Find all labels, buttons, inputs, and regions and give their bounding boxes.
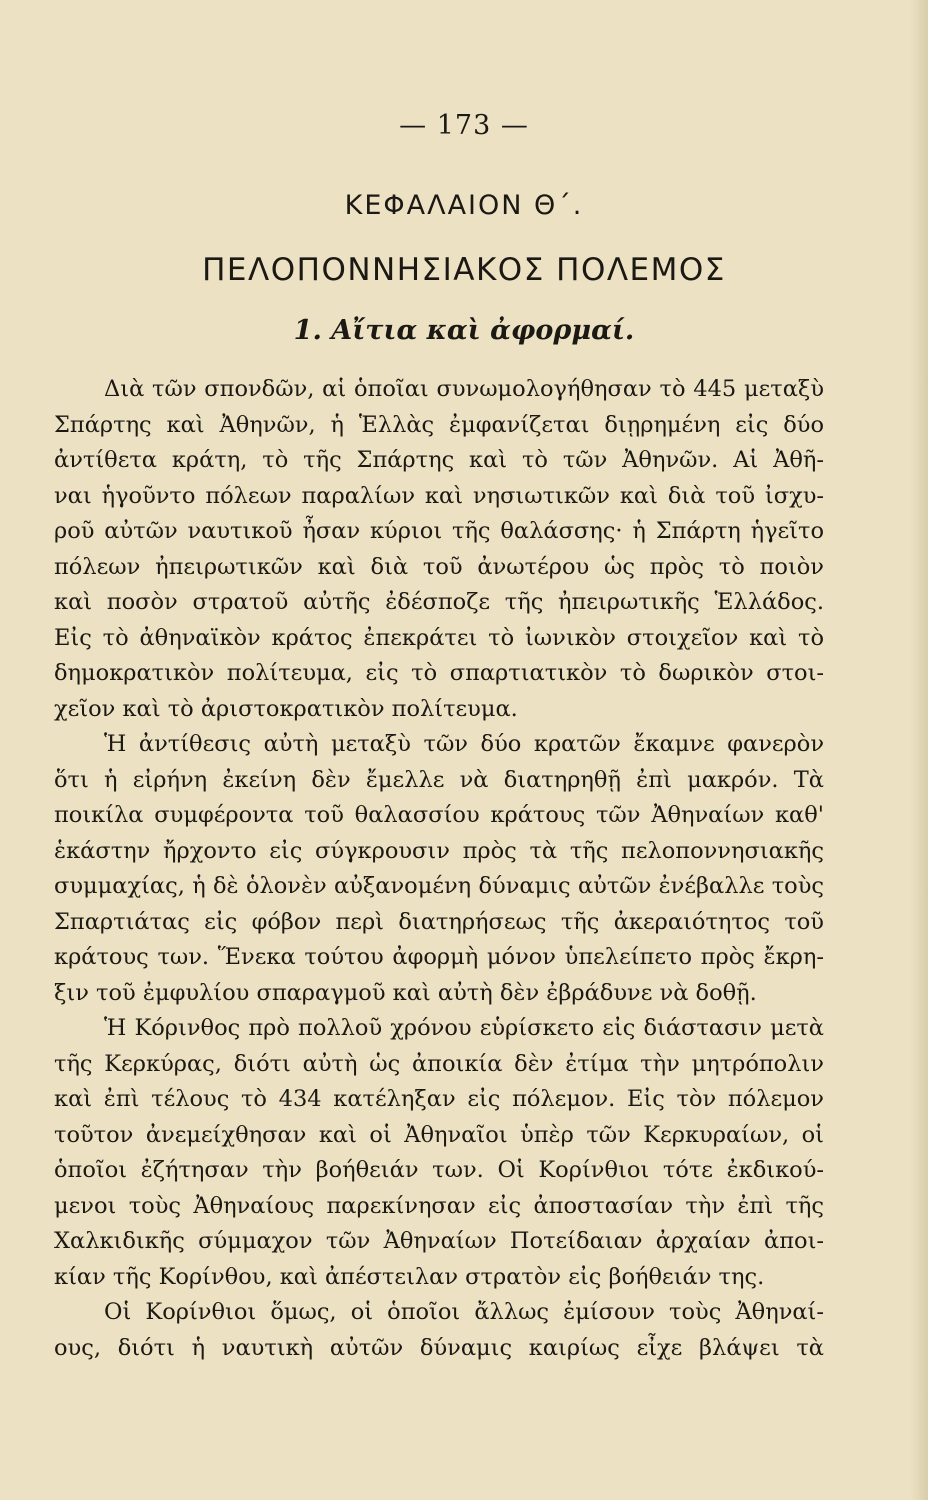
text-line: Εἰς τὸ ἀθηναϊκὸν κράτος ἐπεκράτει τὸ ἰωνικὸν στοιχεῖον καὶ τὸ	[54, 624, 824, 651]
text-line: κίαν τῆς Κορίνθου, καὶ ἀπέστειλαν στρατὸν εἰς βοήθειάν της.	[54, 1263, 765, 1290]
page-number: — 173 —	[399, 110, 529, 141]
text-line: ὅτι ἡ εἰρήνη ἐκείνη δὲν ἔμελλε νὰ διατηρηθῇ ἐπὶ μακρόν. Τὰ	[54, 766, 824, 793]
text-line: ἀντίθετα κράτη, τὸ τῆς Σπάρτης καὶ τὸ τῶν Ἀθηνῶν. Αἱ Ἀθῆ-	[54, 447, 824, 473]
text-line: ξιν τοῦ ἐμφυλίου σπαραγμοῦ καὶ αὐτὴ δὲν ἐβράδυνε νὰ δοθῇ.	[54, 979, 757, 1006]
text-line: ους, διότι ἡ ναυτικὴ αὐτῶν δύναμις καιρίως εἶχε βλάψει τὰ	[54, 1334, 824, 1361]
chapter-title: ΠΕΛΟΠΟΝΝΗΣΙΑΚΟΣ ΠΟΛΕΜΟΣ	[202, 252, 726, 288]
text-line: Ἡ Κόρινθος πρὸ πολλοῦ χρόνου εὑρίσκετο εἰς διάστασιν μετὰ	[104, 1015, 824, 1041]
text-line: Ἡ ἀντίθεσις αὐτὴ μεταξὺ τῶν δύο κρατῶν ἔκαμνε φανερὸν	[104, 731, 824, 757]
text-line: κράτους των. Ἕνεκα τούτου ἀφορμὴ μόνον ὑπελείπετο πρὸς ἔκρη-	[54, 944, 824, 970]
text-line: Διὰ τῶν σπονδῶν, αἱ ὁποῖαι συνωμολογήθησαν τὸ 445 μεταξὺ	[104, 376, 824, 402]
text-line: τῆς Κερκύρας, διότι αὐτὴ ὡς ἀποικία δὲν ἐτίμα τὴν μητρόπολιν	[54, 1050, 824, 1077]
text-line: ποικίλα συμφέροντα τοῦ θαλασσίου κράτους τῶν Ἀθηναίων καθ'	[54, 802, 824, 828]
body-text	[54, 372, 824, 1366]
text-line: δημοκρατικὸν πολίτευμα, εἰς τὸ σπαρτιατικὸν τὸ δωρικὸν στοι-	[54, 660, 824, 686]
page-edge-shadow	[910, 0, 928, 1500]
text-line: Οἱ Κορίνθιοι ὅμως, οἱ ὁποῖοι ἄλλως ἐμίσουν τοὺς Ἀθηναί-	[104, 1299, 824, 1325]
text-line: πόλεων ἠπειρωτικῶν καὶ διὰ τοῦ ἀνωτέρου ὡς πρὸς τὸ ποιὸν	[54, 553, 824, 580]
text-line: ροῦ αὐτῶν ναυτικοῦ ἦσαν κύριοι τῆς θαλάσσης· ἡ Σπάρτη ἡγεῖτο	[54, 518, 824, 544]
text-line: ὁποῖοι ἐζήτησαν τὴν βοήθειάν των. Οἱ Κορίνθιοι τότε ἐκδικού-	[54, 1157, 824, 1183]
text-line: χεῖον καὶ τὸ ἀριστοκρατικὸν πολίτευμα.	[54, 695, 518, 722]
text-line: ἑκάστην ἤρχοντο εἰς σύγκρουσιν πρὸς τὰ τῆς πελοποννησιακῆς	[54, 837, 824, 864]
section-heading: 1. Αἴτια καὶ ἀφορμαί.	[293, 315, 635, 346]
text-line: ναι ἡγοῦντο πόλεων παραλίων καὶ νησιωτικῶν καὶ διὰ τοῦ ἰσχυ-	[54, 482, 824, 509]
text-line: Χαλκιδικῆς σύμμαχον τῶν Ἀθηναίων Ποτείδαιαν ἀρχαίαν ἀποι-	[54, 1228, 824, 1254]
chapter-heading: ΚΕΦΑΛΑΙΟΝ Θ΄.	[344, 190, 584, 221]
text-line: Σπαρτιάτας εἰς φόβον περὶ διατηρήσεως τῆς ἀκεραιότητος τοῦ	[54, 908, 824, 935]
text-line: καὶ ποσὸν στρατοῦ αὐτῆς ἐδέσποζε τῆς ἠπειρωτικῆς Ἑλλάδος.	[54, 589, 824, 615]
text-line: καὶ ἐπὶ τέλους τὸ 434 κατέληξαν εἰς πόλεμον. Εἰς τὸν πόλεμον	[54, 1086, 824, 1112]
text-line: Σπάρτης καὶ Ἀθηνῶν, ἡ Ἑλλὰς ἐμφανίζεται διῃρημένη εἰς δύο	[54, 411, 824, 438]
text-line: συμμαχίας, ἡ δὲ ὁλονὲν αὐξανομένη δύναμις αὐτῶν ἐνέβαλλε τοὺς	[54, 873, 824, 899]
text-line: μενοι τοὺς Ἀθηναίους παρεκίνησαν εἰς ἀποστασίαν τὴν ἐπὶ τῆς	[54, 1192, 824, 1219]
text-line: τοῦτον ἀνεμείχθησαν καὶ οἱ Ἀθηναῖοι ὑπὲρ τῶν Κερκυραίων, οἱ	[54, 1121, 824, 1148]
